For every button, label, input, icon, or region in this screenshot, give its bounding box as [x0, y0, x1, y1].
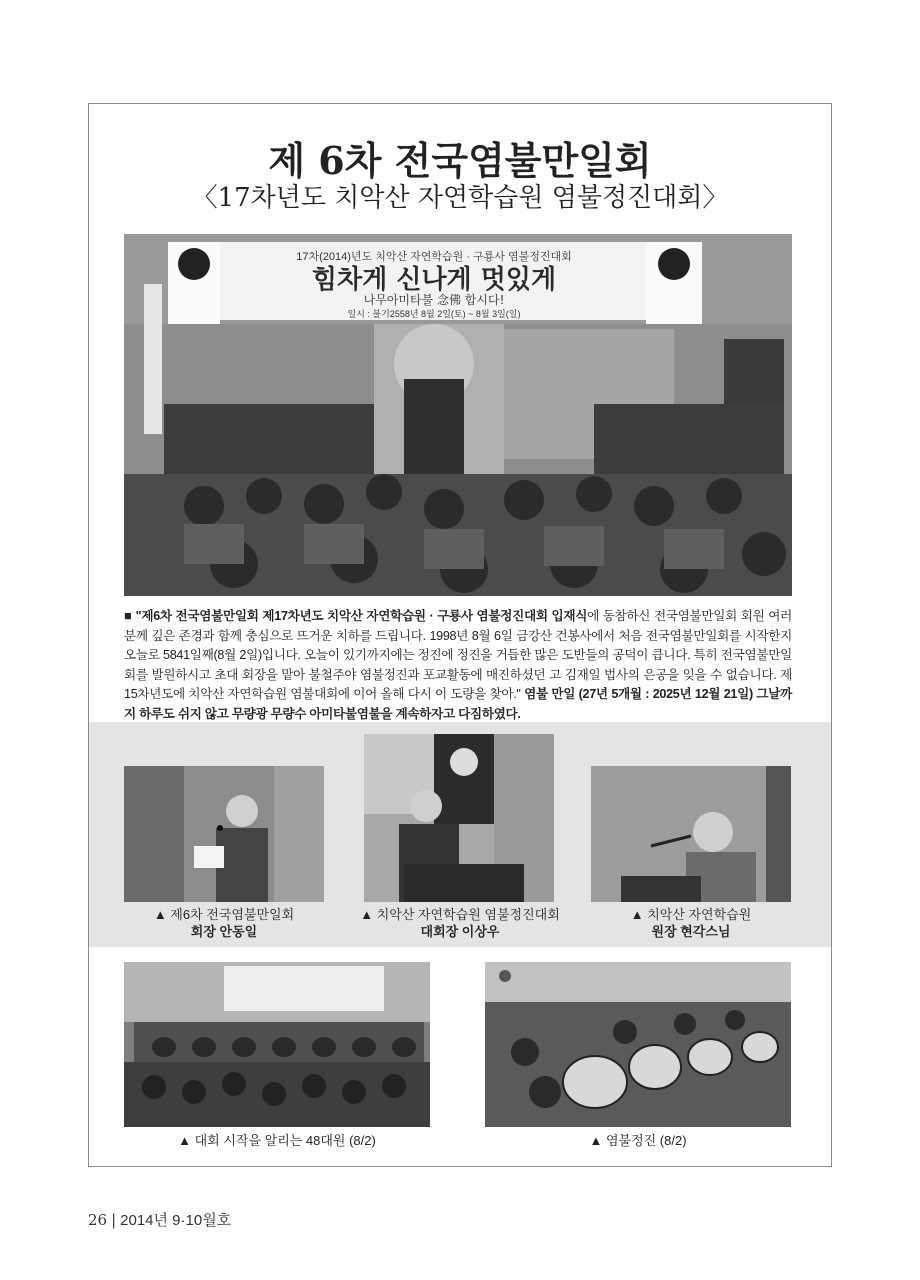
photo-chanting	[485, 962, 791, 1127]
bottom-caption-chanting: ▲ 염불정진 (8/2)	[589, 1133, 687, 1148]
caption-body: 에 동참하신 전국염불만일회 회원 여러분께 깊은 존경과 함께 충심으로 뜨거운 치하를 드립니다. 1998년 8월 6일 금강산 건봉사에서 처음 전국염불만일회를 시작한지 오늘로 5841일째(8월 2일)입니다. 오늘이 있기까지에는 정진에 정진을 거듭한 많은 도반들의 공덕이 큽니다. 특히 전국염불만일회를 발원하시고 초대 회장을 맡아 불철주야 염불정진과 포교활동에 매진하셨던 고 김재일 법사의 은공을 잊을 수 없습니다. 제 15차년도에 치악산 자연학습원 염불대회에 이어 올해 다시 이 도량을 찾아."	[124, 609, 793, 701]
buddhist-emblem-icon	[450, 748, 478, 776]
banner-line4: 일시 : 불기2558년 8월 2일(토) ~ 8월 3일(일)	[347, 309, 521, 319]
main-caption	[124, 607, 792, 724]
banner-line3: 나무아미타불 念佛 합시다!	[363, 293, 505, 307]
page-title: 제 6차 전국염불만일회	[268, 138, 652, 183]
main-photo	[124, 234, 792, 596]
issue-label: 2014년 9·10월호	[120, 1212, 232, 1229]
banner-line2: 힘차게 신나게 멋있게	[311, 265, 557, 295]
photo-opening-drums	[124, 962, 430, 1127]
caption-bold-intro: "제6차 전국염불만일회 제17차년도 치악산 자연학습원 · 구룡사 염불정진대회 입재식	[135, 609, 588, 623]
page-subtitle: 〈17차년도 치악산 자연학습원 염불정진대회〉	[191, 183, 729, 213]
page-number: 26	[88, 1211, 108, 1229]
photo-chairman	[364, 734, 554, 902]
caption-bold-outro: 염불 만일 (27년 5개월 : 2025년 12월 21일) 그날까지 하루도 쉬지 않고 무량광 무량수 아미타불염불을 계속하자고 다짐하였다.	[124, 687, 792, 721]
footer-separator: |	[111, 1211, 117, 1229]
photo-caption-president: ▲ 제6차 전국염불만일회 회장 안동일	[153, 907, 295, 939]
photo-president	[124, 766, 324, 902]
photo-caption-director: ▲ 치악산 자연학습원 원장 현각스님	[630, 907, 752, 939]
clock-icon	[499, 970, 511, 982]
caption-bullet: ■	[124, 609, 132, 623]
photo-caption-chairman: ▲ 치악산 자연학습원 염불정진대회 대회장 이상우	[360, 907, 560, 939]
buddhist-emblem-icon	[658, 248, 690, 280]
buddhist-emblem-icon	[178, 248, 210, 280]
bottom-caption-opening: ▲ 대회 시작을 알리는 48대원 (8/2)	[178, 1133, 376, 1148]
banner-line1: 17차(2014)년도 치악산 자연학습원 · 구룡사 염불정진대회	[296, 251, 572, 263]
page-footer	[88, 1209, 231, 1230]
photo-director	[591, 766, 791, 902]
